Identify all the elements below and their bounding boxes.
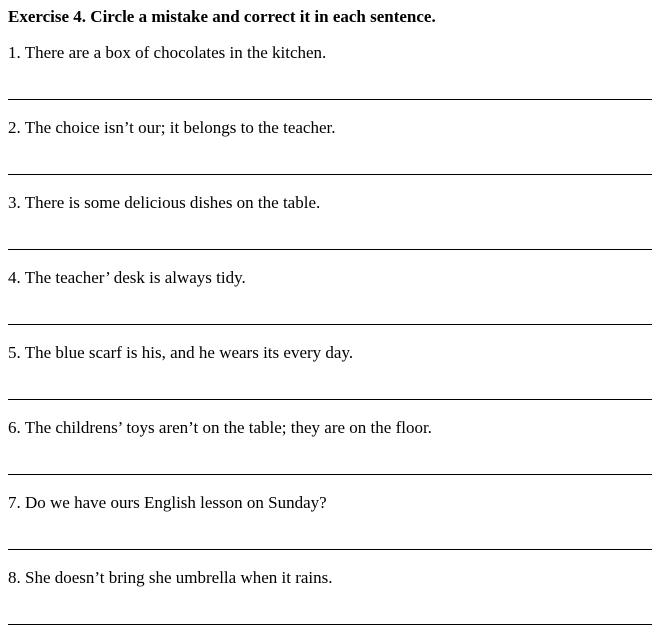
- answer-line-2[interactable]: [8, 174, 652, 175]
- answer-line-7[interactable]: [8, 549, 652, 550]
- sentence-3: 3. There is some delicious dishes on the table.: [8, 193, 321, 212]
- sentence-4: 4. The teacher’ desk is always tidy.: [8, 268, 246, 287]
- sentence-8: 8. She doesn’t bring she umbrella when it rains.: [8, 568, 333, 587]
- exercise-item-5: [8, 342, 652, 417]
- sentence-1: 1. There are a box of chocolates in the kitchen.: [8, 43, 327, 62]
- sentence-7: 7. Do we have ours English lesson on Sunday?: [8, 493, 327, 512]
- answer-line-1[interactable]: [8, 99, 652, 100]
- exercise-item-7: [8, 492, 652, 567]
- sentence-2: 2. The choice isn’t our; it belongs to the teacher.: [8, 118, 336, 137]
- exercise-item-8: [8, 567, 652, 642]
- exercise-item-3: [8, 192, 652, 267]
- answer-line-3[interactable]: [8, 249, 652, 250]
- exercise-title: Exercise 4. Circle a mistake and correct it in each sentence.: [8, 7, 436, 26]
- sentence-5: 5. The blue scarf is his, and he wears its every day.: [8, 343, 354, 362]
- sentence-6: 6. The childrens’ toys aren’t on the table; they are on the floor.: [8, 418, 432, 437]
- exercise-item-1: [8, 42, 652, 117]
- exercise-item-2: [8, 117, 652, 192]
- exercise-item-6: [8, 417, 652, 492]
- exercise-item-4: [8, 267, 652, 342]
- answer-line-5[interactable]: [8, 399, 652, 400]
- answer-line-6[interactable]: [8, 474, 652, 475]
- answer-line-4[interactable]: [8, 324, 652, 325]
- answer-line-8[interactable]: [8, 624, 652, 625]
